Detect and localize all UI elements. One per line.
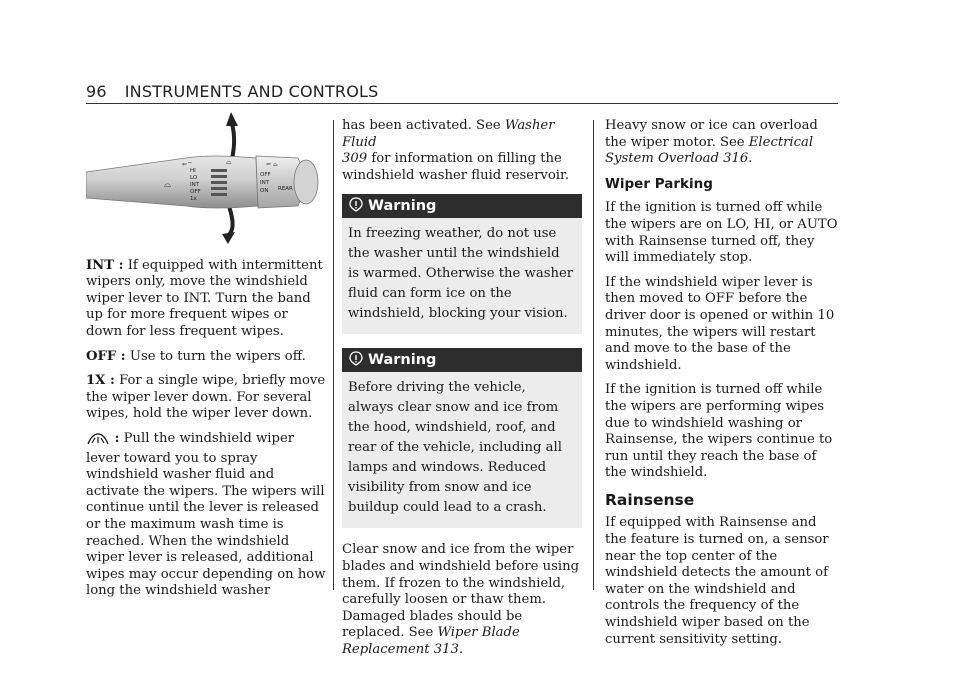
1x-paragraph: 1X : For a single wipe, briefly move the wiper lever down. For several wipes, hold the wiper lever down. <box>86 373 326 422</box>
warning-text: Before driving the vehicle, always clear snow and ice from the hood, windshield, roof, and rear of the vehicle, including all lamps and windows. Reduced visibility from snow and ice buildup could lead to a crash. <box>348 380 562 516</box>
wiper-parking-heading: Wiper Parking <box>605 175 713 192</box>
column-1 <box>86 112 326 608</box>
overload-paragraph: Heavy snow or ice can overload the wiper motor. See Electrical System Overload 316. <box>605 118 818 167</box>
label-off: OFF <box>190 189 201 195</box>
clear-snow-paragraph: Clear snow and ice from the wiper blades and windshield before using them. If frozen to the windshield, carefully loosen or thaw them. Damaged blades should be replaced. See Wiper Blade Replacement 313. <box>342 542 580 657</box>
svg-text:⌓: ⌓ <box>226 158 232 166</box>
warning-box-freezing <box>342 194 582 334</box>
wiper-lever-illustration <box>86 112 326 244</box>
page-ref[interactable]: 313 <box>429 641 459 657</box>
page-ref[interactable]: 316 <box>718 151 749 167</box>
rainsense-paragraph: If equipped with Rainsense and the feature is turned on, a sensor near the top center of the windshield detects the amount of water on the windshield and controls the frequency of the windshield wiper based on the current sensitivity setting. <box>605 515 829 647</box>
washer-paragraph: : Pull the windshield wiper lever toward you to spray windshield washer fluid and activate the wipers. The wipers will continue until the lever is released or the maximum wash time is reached. When the windshield wiper lever is released, additional wipes may occur depending on how long the windshield washer <box>86 430 326 599</box>
label-lo: LO <box>190 175 198 181</box>
warning-box-snow <box>342 348 582 528</box>
electrical-overload-link[interactable]: Electrical System Overload <box>605 134 814 167</box>
column-divider <box>593 120 594 590</box>
column-2 <box>342 118 582 667</box>
off-paragraph: OFF : Use to turn the wipers off. <box>86 348 306 364</box>
band-label-off: OFF <box>260 172 271 178</box>
band-label-int: INT <box>260 180 270 186</box>
wiper-blade-link[interactable]: Wiper Blade Replacement <box>342 625 520 657</box>
warning-icon <box>348 351 364 367</box>
warning-header: Warning <box>342 194 582 218</box>
label-int: INT <box>190 182 200 188</box>
label-hi: HI <box>190 168 196 174</box>
int-paragraph: INT : If equipped with intermittent wipers only, move the windshield wiper lever to INT. Turn the band up for more frequent wipes or down for less frequent wipes. <box>86 257 323 339</box>
svg-text:⌓: ⌓ <box>164 180 172 190</box>
parking-paragraph-1: If the ignition is turned off while the wipers are on LO, HI, or AUTO with Rainsense turned off, they will immediately stop. <box>605 200 838 266</box>
svg-text:⇐⌔: ⇐⌔ <box>182 161 193 168</box>
band-label-on: ON <box>260 188 269 194</box>
svg-text:⇐ ⌓: ⇐ ⌓ <box>266 161 278 168</box>
washer-fluid-link[interactable]: Washer Fluid <box>342 118 555 150</box>
column-3 <box>605 118 841 656</box>
warning-icon <box>348 197 364 213</box>
warning-text: In freezing weather, do not use the washer until the windshield is warmed. Otherwise the washer fluid can form ice on the windshield, blocking your vision. <box>348 226 574 322</box>
rainsense-heading: Rainsense <box>605 490 695 509</box>
page-number: 96 <box>86 82 107 101</box>
washer-continued-paragraph: has been activated. See Washer Fluid 309 for information on filling the windshield washer fluid reservoir. <box>342 118 570 183</box>
column-divider <box>333 120 334 590</box>
label-1x: 1x <box>190 196 197 202</box>
rear-label: REAR <box>278 186 293 192</box>
arrow-down-icon <box>228 206 233 236</box>
parking-paragraph-2: If the windshield wiper lever is then moved to OFF before the driver door is opened or within 10 minutes, the wipers will restart and move to the base of the windshield. <box>605 274 835 373</box>
header-rule <box>86 103 838 104</box>
page-header <box>86 82 379 101</box>
section-title: INSTRUMENTS AND CONTROLS <box>124 82 379 101</box>
parking-paragraph-3: If the ignition is turned off while the wipers are performing wipes due to windshield washing or Rainsense, the wipers continue to run until they reach the base of the windshield. <box>605 382 833 481</box>
washer-icon <box>86 432 110 451</box>
page-ref[interactable]: 309 <box>342 151 368 167</box>
warning-header: Warning <box>342 348 582 372</box>
